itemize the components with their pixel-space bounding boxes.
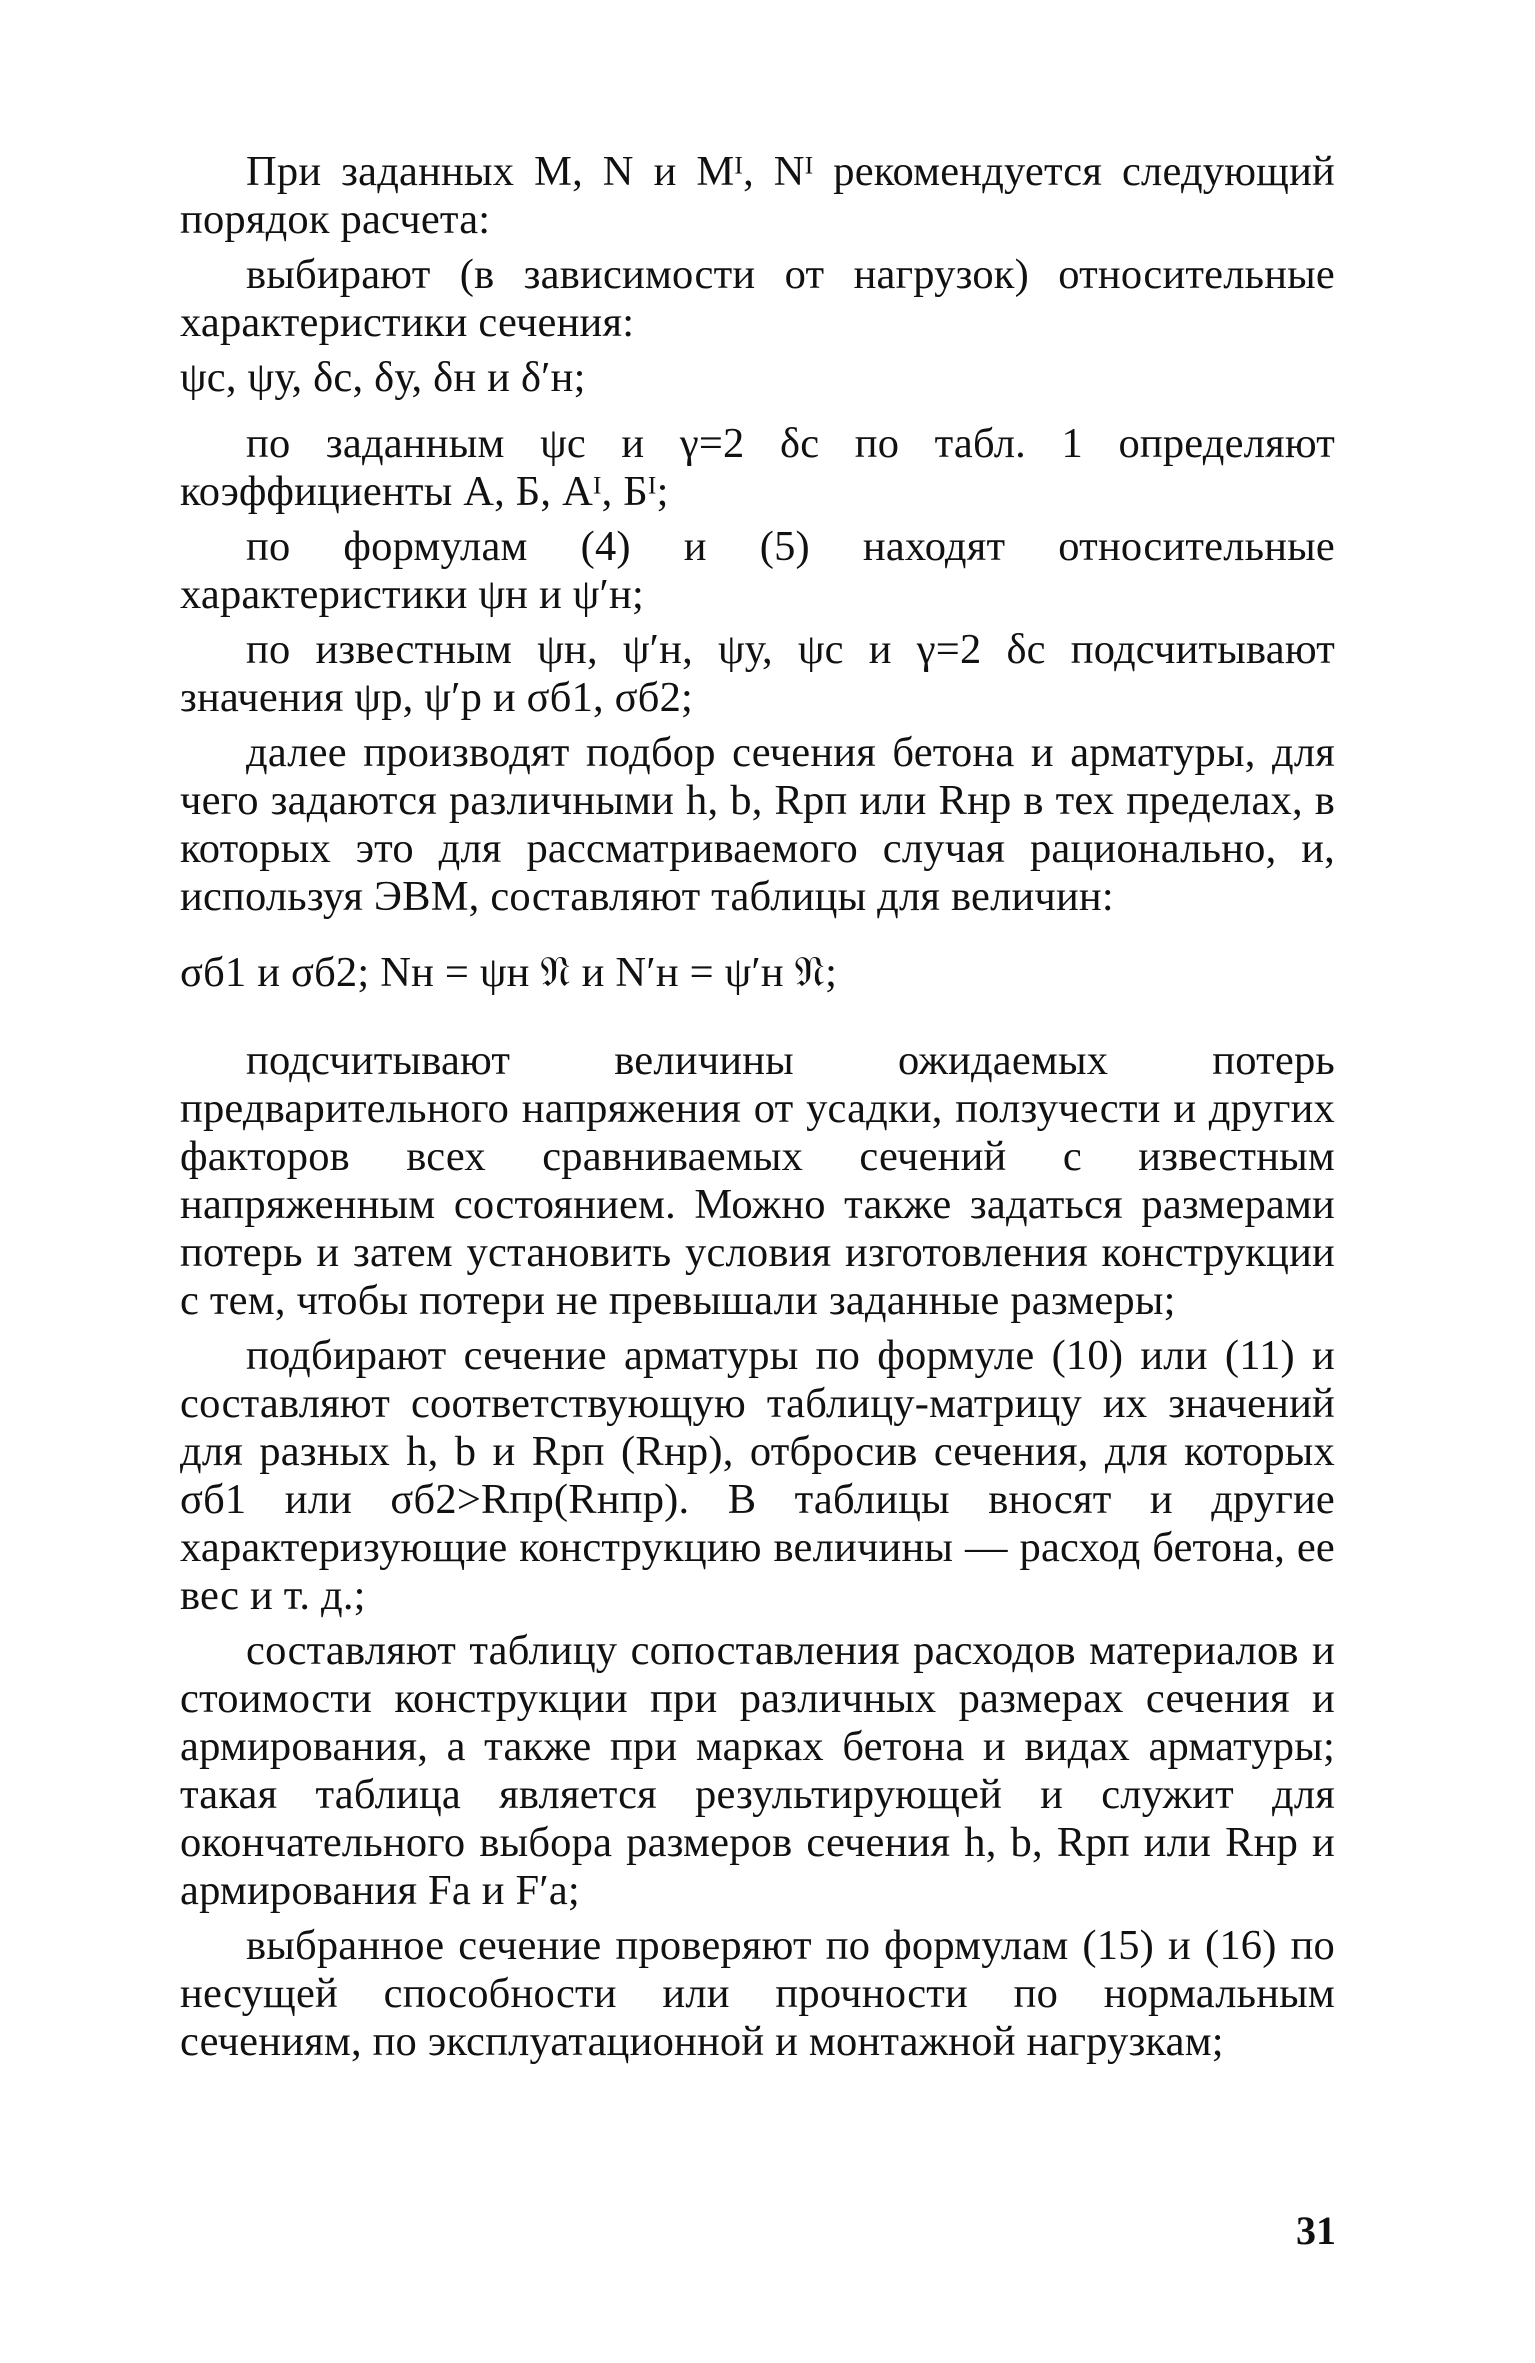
paragraph-step-verification: выбранное сечение проверяют по формулам (15) и (16) по несущей способности или прочности по нормальным сечениям, по эксплуатационной и монтажной нагрузкам; (180, 1922, 1335, 2065)
paragraph-step-section-selection: далее производят подбор сечения бетона и арматуры, для чего задаются различными h, b, Rрп или Rнр в тех пределах, в которых это для рассматриваемого случая рационально, и, используя ЭВМ, составляют таблицы для величин: (180, 729, 1335, 920)
paragraph-step-losses: подсчитывают величины ожидаемых потерь предварительного напряжения от усадки, ползучести и других факторов всех сравниваемых сечений с известным напряженным состоянием. Можно также задаться размерами потерь и затем установить условия изготовления конструкции с тем, чтобы потери не превышали заданные размеры; (180, 1037, 1335, 1324)
paragraph-step-select-characteristics: выбирают (в зависимости от нагрузок) относительные характеристики сечения: (180, 251, 1335, 346)
paragraph-step-comparison-table: составляют таблицу сопоставления расходов материалов и стоимости конструкции при различных размерах сечения и армирования, а также при марках бетона и видах арматуры; такая таблица является результирующей и служит для окончательного выбора размеров сечения h, b, Rрп или Rнр и армирования Fа и F′а; (180, 1627, 1335, 1914)
paragraph-step-compute-values: по известным ψн, ψ′н, ψу, ψс и γ=2 δс подсчитывают значения ψр, ψ′р и σб1, σб2; (180, 626, 1335, 721)
paragraph-step-relative-characteristics: по формулам (4) и (5) находят относительные характеристики ψн и ψ′н; (180, 523, 1335, 618)
paragraph-step-coefficients: по заданным ψс и γ=2 δс по табл. 1 определяют коэффициенты A, Б, Aᴵ, Бᴵ; (180, 420, 1335, 515)
formula-stresses-forces: σб1 и σб2; Nн = ψн 𝔑 и N′н = ψ′н 𝔑; (180, 949, 838, 996)
page-number: 31 (1296, 2208, 1336, 2253)
body-text (180, 148, 1335, 2066)
formula-characteristics: ψс, ψу, δс, δу, δн и δ′н; (180, 354, 586, 401)
paragraph-step-reinforcement: подбирают сечение арматуры по формуле (10) или (11) и составляют соответствующую таблицу-матрицу их значений для разных h, b и Rрп (Rнр), отбросив сечения, для которых σб1 или σб2>Rпр(Rнпр). В таблицы вносят и другие характеризующие конструкцию величины — расход бетона, ее вес и т. д.; (180, 1332, 1335, 1619)
paragraph-intro: При заданных M, N и Mᴵ, Nᴵ рекомендуется следующий порядок расчета: (180, 148, 1335, 243)
